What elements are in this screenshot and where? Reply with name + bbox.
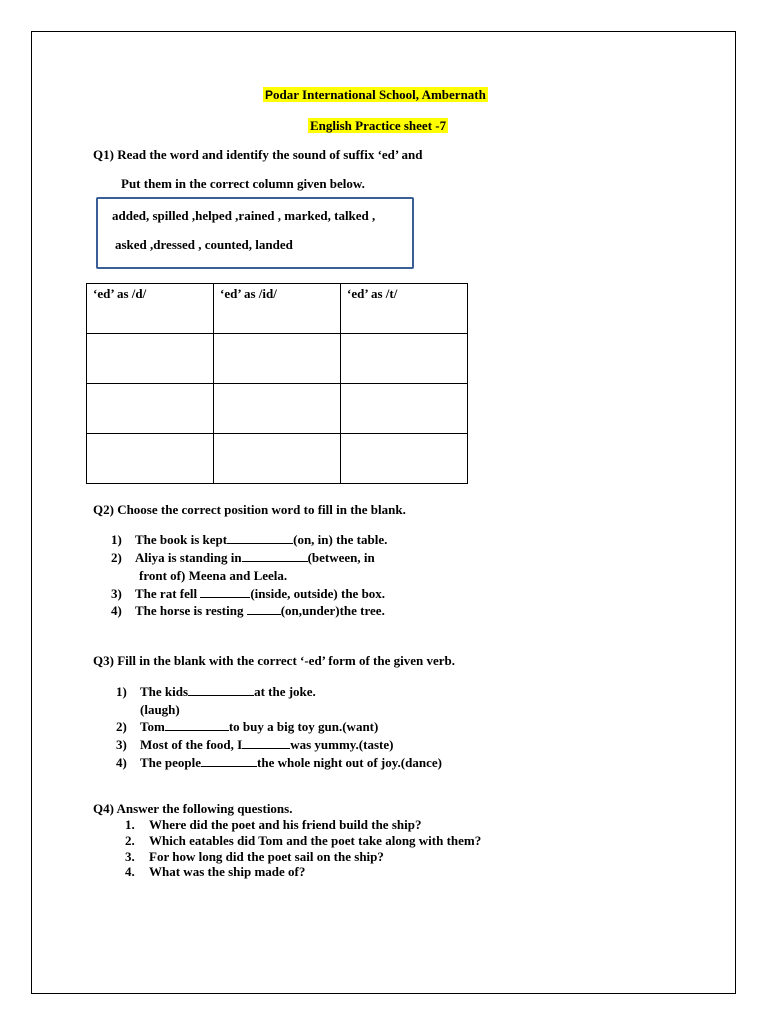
q4-item-3: 3. For how long did the poet sail on the ship? <box>125 849 384 864</box>
answer-blank[interactable] <box>247 603 281 615</box>
table-cell[interactable] <box>341 434 468 484</box>
table-row <box>87 334 468 384</box>
q2-item-2: 2) Aliya is standing in (between, in <box>111 550 375 565</box>
q4-item-4: 4. What was the ship made of? <box>125 864 306 879</box>
q3-item-2: 2) Tom to buy a big toy gun.(want) <box>116 719 379 734</box>
q3-item-3: 3) Most of the food, I was yummy.(taste) <box>116 737 394 752</box>
table-cell[interactable] <box>214 384 341 434</box>
school-name: Podar International School, Ambernath <box>265 87 486 102</box>
q2-item-3: 3) The rat fell (inside, outside) the box. <box>111 586 386 601</box>
answer-blank[interactable] <box>242 737 290 749</box>
table-header-row <box>87 284 468 334</box>
table-cell[interactable] <box>214 434 341 484</box>
q2-title: Q2) Choose the correct position word to fill in the blank. <box>93 502 406 517</box>
q2-item-4: 4) The horse is resting (on,under)the tree. <box>111 603 385 618</box>
q1-instruction-line1: Q1) Read the word and identify the sound of suffix ‘ed’ and <box>93 147 423 162</box>
table-cell[interactable] <box>87 384 214 434</box>
table-row <box>87 434 468 484</box>
q4-item-2: 2. Which eatables did Tom and the poet take along with them? <box>125 833 482 848</box>
q3-item-1: 1) The kids at the joke. <box>116 684 316 699</box>
answer-blank[interactable] <box>242 550 308 562</box>
column-d: ‘ed’ as /d/ <box>87 284 214 334</box>
q2-item-2-cont: front of) Meena and Leela. <box>139 568 288 583</box>
q1-instruction-line2: Put them in the correct column given below. <box>121 176 365 191</box>
q4-item-1: 1. Where did the poet and his friend build the ship? <box>125 817 422 832</box>
word-box <box>96 197 414 269</box>
answer-blank[interactable] <box>165 719 229 731</box>
table-cell[interactable] <box>341 334 468 384</box>
sound-table <box>86 283 468 484</box>
column-id: ‘ed’ as /id/ <box>214 284 341 334</box>
q3-item-4: 4) The people the whole night out of joy.(dance) <box>116 755 442 770</box>
word-list-line2: asked ,dressed , counted, landed <box>115 237 293 252</box>
table-cell[interactable] <box>341 384 468 434</box>
answer-blank[interactable] <box>200 586 250 598</box>
table-row <box>87 384 468 434</box>
table-cell[interactable] <box>87 334 214 384</box>
q3-item-1-cont: (laugh) <box>140 702 180 717</box>
column-t: ‘ed’ as /t/ <box>341 284 468 334</box>
table-cell[interactable] <box>87 434 214 484</box>
table-cell[interactable] <box>214 334 341 384</box>
answer-blank[interactable] <box>227 532 293 544</box>
answer-blank[interactable] <box>188 684 254 696</box>
answer-blank[interactable] <box>201 755 257 767</box>
q2-item-1: 1) The book is kept (on, in) the table. <box>111 532 388 547</box>
q3-title: Q3) Fill in the blank with the correct ‘-ed’ form of the given verb. <box>93 653 456 668</box>
sheet-title: English Practice sheet -7 <box>310 118 447 133</box>
q4-title: Q4) Answer the following questions. <box>93 801 293 816</box>
word-list-line1: added, spilled ,helped ,rained , marked, talked , <box>112 208 376 223</box>
